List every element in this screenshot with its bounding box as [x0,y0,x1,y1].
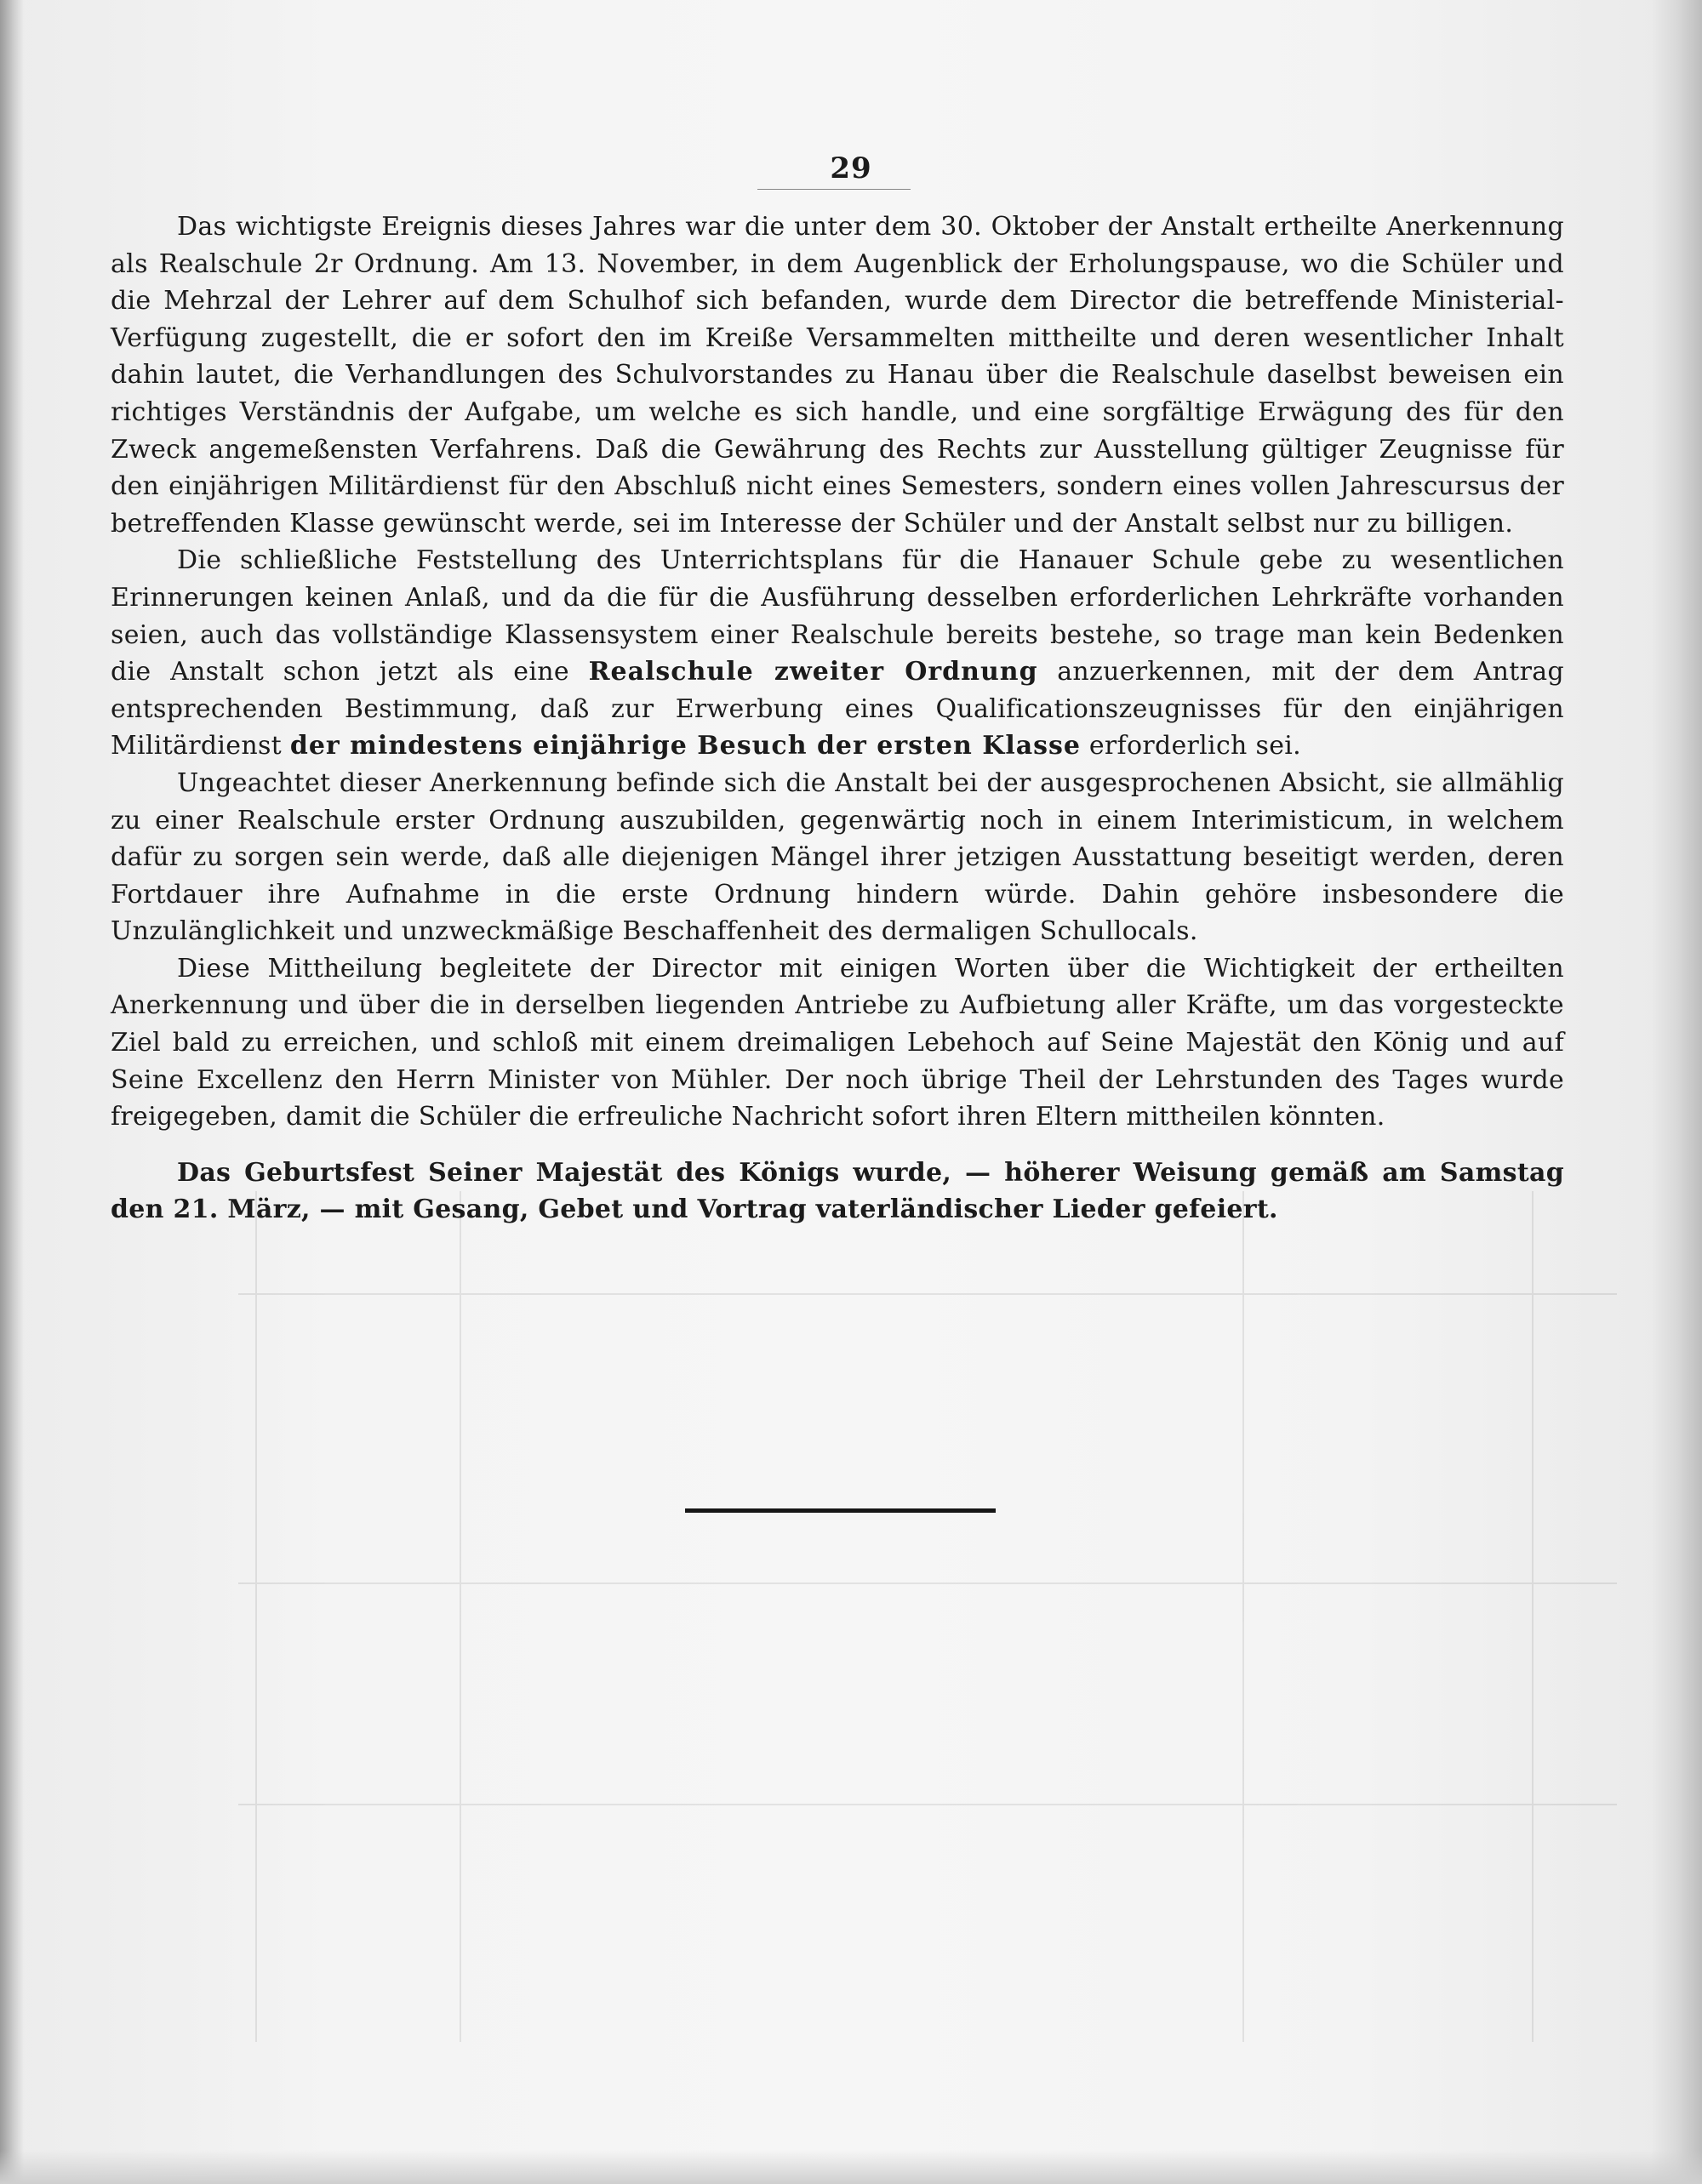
body-text [111,208,1564,1229]
paragraph-curriculum-text-2: anzuerkennen, mit der dem Antrag entsprechenden Bestimmung, daß zur Erwerbung eines Qualificationszeugnisses für den einjährigen Militärdienst [111,657,1564,761]
paragraph-director-speech: Diese Mittheilung begleitete der Director mit einigen Worten über die Wichtigkeit der ertheilten Anerkennung und über die in derselben liegenden Antriebe zu Aufbietung aller Kräfte, um das vorgesteckte Ziel bald zu erreichen, und schloß mit einem dreimaligen Lebehoch auf Seine Majestät den König und auf Seine Excellenz den Herrn Minister von Mühler. Der noch übrige Theil der Lehrstunden des Tages wurde freigegeben, damit die Schüler die erfreuliche Nachricht sofort ihren Eltern mittheilen könnten. [111,953,1564,1132]
page-edge-bottom [0,2150,1702,2184]
reverse-side-table-bleed [238,1191,1617,2042]
paragraph-interim: Ungeachtet dieser Anerkennung befinde sich die Anstalt bei der ausgesprochenen Absicht, sie allmählig zu einer Realschule erster Ordnung auszubilden, gegenwärtig noch in einem Interimisticum, in welchem dafür zu sorgen sein werde, daß alle diejenigen Mängel ihrer jetzigen Ausstattung beseitigt werden, deren Fortdauer ihre Aufnahme in die erste Ordnung hindern würde. Dahin gehöre insbesondere die Unzulänglichkeit und unzweckmäßige Beschaffenheit des dermaligen Schullocals. [111,767,1564,947]
paragraph-birthday-celebration: Das Geburtsfest Seiner Majestät des Königs wurde, — höherer Weisung gemäß am Samstag den 21. März, — mit Gesang, Gebet und Vortrag vaterländischer Lieder gefeiert. [111,1157,1564,1225]
emphasis-einjaehriger-besuch: der mindestens einjährige Besuch der ersten Klasse [289,731,1082,761]
paragraph-curriculum [111,542,1564,765]
page-number: 29 [830,151,872,185]
section-end-rule [685,1508,996,1513]
page-edge-right [1651,0,1702,2184]
paragraph-curriculum-text-3: erforderlich sei. [1088,731,1301,761]
paragraph-curriculum-text-1: Die schließliche Feststellung des Unterrichtsplans für die Hanauer Schule gebe zu wesentlichen Erinnerungen keinen Anlaß, und da die für die Ausführung desselben erforderlichen Lehrkräfte vorhanden seien, auch das vollständige Klassensystem einer Realschule bereits bestehe, so trage man kein Bedenken die Anstalt schon jetzt als eine [111,545,1564,687]
page-number-underline [757,189,911,190]
paragraph-recognition: Das wichtigste Ereignis dieses Jahres war die unter dem 30. Oktober der Anstalt ertheilte Anerkennung als Realschule 2r Ordnung. Am 13. November, in dem Augenblick der Erholungspause, wo die Schüler und die Mehrzal der Lehrer auf dem Schulhof sich befanden, wurde dem Director die betreffende Ministerial-Verfügung zugestellt, die er sofort den im Kreiße Versammelten mittheilte und deren wesentlicher Inhalt dahin lautet, die Verhandlungen des Schulvorstandes zu Hanau über die Realschule daselbst beweisen ein richtiges Verständnis der Aufgabe, um welche es sich handle, und eine sorgfältige Erwägung des für den Zweck angemeßensten Verfahrens. Daß die Gewährung des Rechts zur Ausstellung gültiger Zeugnisse für den einjährigen Militärdienst für den Abschluß nicht eines Semesters, sondern eines vollen Jahrescursus der betreffenden Klasse gewünscht werde, sei im Interesse der Schüler und der Anstalt selbst nur zu billigen. [111,212,1564,539]
emphasis-realschule-zweiter-ordnung: Realschule zweiter Ordnung [588,657,1038,687]
page-edge-left [0,0,24,2184]
